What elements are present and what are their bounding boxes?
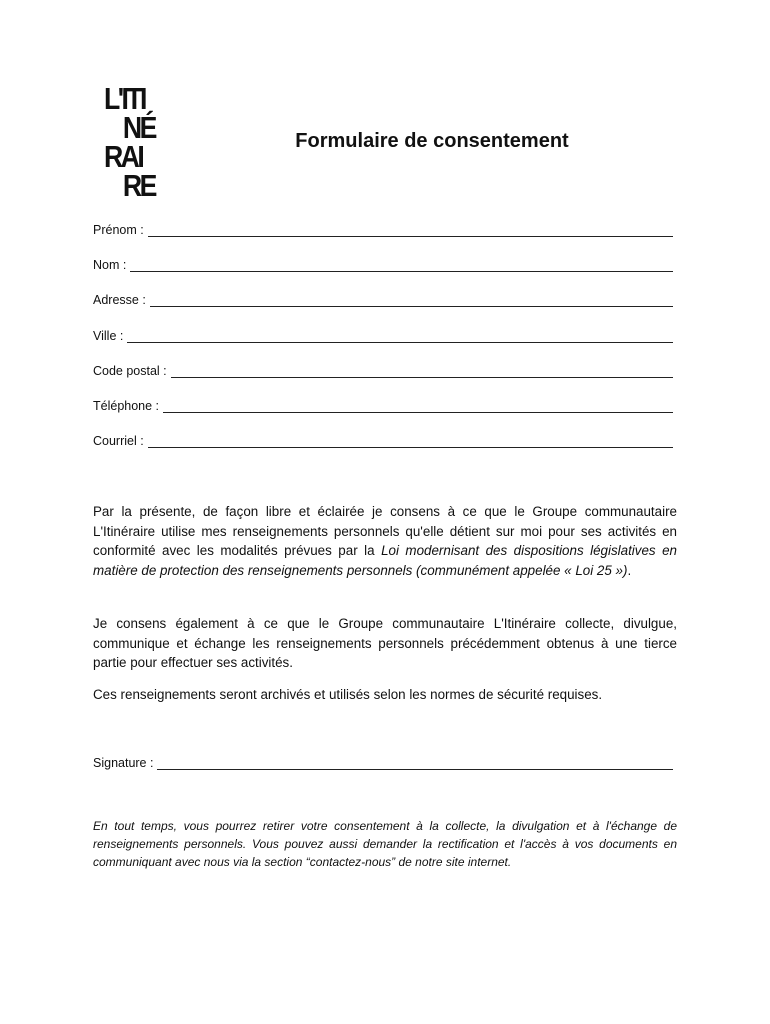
prenom-input[interactable] (148, 223, 673, 237)
adresse-label: Adresse : (93, 293, 146, 307)
telephone-field (93, 395, 673, 413)
code-postal-field (93, 360, 673, 378)
telephone-input[interactable] (163, 399, 673, 413)
courriel-input[interactable] (148, 434, 673, 448)
signature-input[interactable] (157, 756, 673, 770)
logo-line-1: L'ITI (104, 81, 145, 116)
page-title: Formulaire de consentement (295, 130, 569, 152)
nom-input[interactable] (130, 258, 673, 272)
adresse-field (93, 289, 673, 307)
consent-paragraph-1 (93, 502, 677, 580)
ville-field (93, 325, 673, 343)
logo-line-3: RAI (104, 139, 143, 174)
logo-line-2: NÉ (122, 110, 155, 145)
withdrawal-note: En tout temps, vous pourrez retirer votre consentement à la collecte, la divulgation et à l'échange de renseignements personnels. Vous pouvez aussi demander la rectification et l'accès à vos documents en communiquant avec nous via la section “contactez-nous” de notre site internet. (93, 819, 677, 869)
nom-label: Nom : (93, 258, 127, 272)
ville-label: Ville : (93, 329, 124, 343)
consent-p1-start: Par la présente, de façon libre et éclairée je consens à ce que le Groupe communautaire L'Itinéraire utilise mes renseignements personnels qu'elle détient sur moi pour ses activités en conformité avec les modalités prévues par la (93, 504, 677, 558)
consent-paragraph-2: Je consens également à ce que le Groupe communautaire L'Itinéraire collecte, divulgue, communique et échange les renseignements personnels précédemment obtenus à une tierce partie pour effectuer ses activités. (93, 616, 677, 670)
loi-25-reference: Loi modernisant des dispositions législatives en matière de protection des renseignements personnels (communément appelée « Loi 25 ») (93, 543, 678, 578)
code-postal-input[interactable] (171, 364, 673, 378)
prenom-field (93, 219, 673, 237)
consent-paragraph-3: Ces renseignements seront archivés et utilisés selon les normes de sécurité requises. (93, 687, 603, 702)
courriel-label: Courriel : (93, 434, 144, 448)
signature-field (93, 752, 673, 770)
telephone-label: Téléphone : (93, 399, 160, 413)
logo-line-4: RE (122, 168, 155, 203)
ville-input[interactable] (127, 329, 673, 343)
courriel-field (93, 430, 673, 448)
prenom-label: Prénom : (93, 223, 144, 237)
code-postal-label: Code postal : (93, 364, 167, 378)
consent-p1-end: . (627, 562, 632, 578)
adresse-input[interactable] (150, 293, 673, 307)
nom-field (93, 254, 673, 272)
signature-label: Signature : (93, 756, 154, 770)
